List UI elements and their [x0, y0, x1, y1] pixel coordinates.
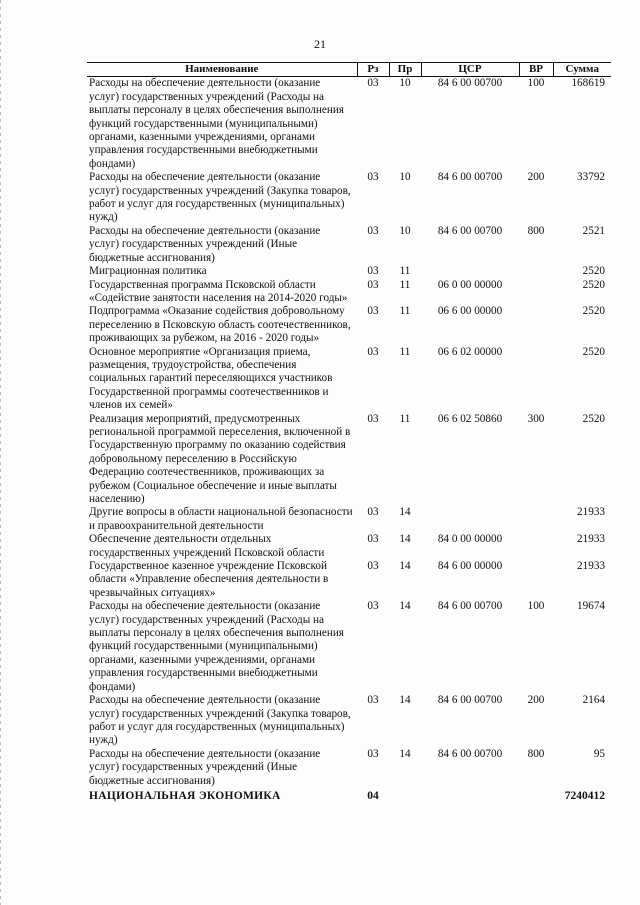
table-row [87, 346, 611, 413]
cell-name: Расходы на обеспечение деятельности (оказание услуг) государственных учреждений (Закупка товаров, работ и услуг для государственных (муниципальных) нужд) [89, 694, 351, 747]
cell-sum: 95 [593, 747, 605, 760]
cell-name: Расходы на обеспечение деятельности (оказание услуг) государственных учреждений (Расходы на выплаты персоналу в целях обеспечения выполнения функций государственными (муниципальными) органами, казенными учреждениями, органами управления государственными внебюджетными фондами) [89, 77, 344, 170]
header-pr: Пр [389, 63, 421, 77]
cell-sum: 7240412 [564, 789, 605, 802]
cell-vr: 100 [527, 600, 545, 613]
cell-rz: 03 [367, 305, 379, 318]
cell-csr: 84 6 00 00700 [437, 747, 503, 760]
cell-rz: 03 [367, 560, 379, 573]
cell-vr [519, 788, 553, 803]
cell-pr [389, 788, 421, 803]
cell-name: Обеспечение деятельности отдельных государственных учреждений Псковской области [89, 533, 325, 559]
cell-name: Расходы на обеспечение деятельности (оказание услуг) государственных учреждений (Иные бюджетные ассигнования) [89, 747, 321, 787]
cell-sum: 21933 [577, 533, 605, 546]
table-total-row [87, 788, 611, 803]
cell-vr: 200 [527, 694, 545, 707]
table-row [87, 171, 611, 225]
header-name: Наименование [87, 63, 357, 77]
cell-vr: 300 [527, 412, 545, 425]
cell-sum: 2520 [582, 278, 605, 291]
cell-rz: 03 [367, 278, 379, 291]
cell-name: Подпрограмма «Оказание содействия добровольному переселению в Псковскую область соотечественников, проживающих за рубежом, на 2016 - 2020 годы» [89, 305, 351, 345]
table-row [87, 533, 611, 560]
cell-vr [519, 506, 553, 533]
table-row [87, 413, 611, 507]
cell-sum: 2520 [582, 265, 605, 278]
cell-pr: 14 [399, 694, 411, 707]
header-rz: Рз [357, 63, 389, 77]
table-row [87, 279, 611, 306]
cell-pr: 14 [399, 506, 411, 519]
table-row [87, 225, 611, 265]
cell-rz: 04 [367, 789, 379, 802]
cell-sum: 19674 [577, 600, 605, 613]
table-header-row [87, 63, 611, 77]
cell-pr: 10 [399, 77, 411, 90]
cell-csr: 84 6 00 00700 [437, 600, 503, 613]
cell-sum: 21933 [577, 506, 605, 519]
budget-table [87, 62, 611, 803]
cell-name: Государственное казенное учреждение Псковской области «Управление обеспечения деятельности в чрезвычайных ситуациях» [89, 560, 329, 599]
cell-rz: 03 [367, 533, 379, 546]
cell-vr: 800 [527, 224, 545, 237]
cell-sum: 33792 [577, 171, 605, 184]
cell-rz: 03 [367, 77, 379, 90]
cell-name: НАЦИОНАЛЬНАЯ ЭКОНОМИКА [89, 789, 281, 802]
table-body [87, 77, 611, 788]
cell-name: Расходы на обеспечение деятельности (оказание услуг) государственных учреждений (Закупка товаров, работ и услуг для государственных (муниципальных) нужд) [89, 171, 351, 224]
cell-csr: 06 6 02 50860 [437, 412, 503, 425]
cell-vr [519, 533, 553, 560]
cell-name: Государственная программа Псковской области «Содействие занятости населения на 2014-2020 годы» [89, 278, 348, 304]
cell-vr: 100 [527, 77, 545, 90]
cell-name: Расходы на обеспечение деятельности (оказание услуг) государственных учреждений (Расходы на выплаты персоналу в целях обеспечения выполнения функций государственными (муниципальными) органами, казенными учреждениями, органами управления государственными внебюджетными фондами) [89, 600, 344, 693]
cell-rz: 03 [367, 747, 379, 760]
header-csr: ЦСР [421, 63, 519, 77]
cell-name: Расходы на обеспечение деятельности (оказание услуг) государственных учреждений (Иные бюджетные ассигнования) [89, 224, 321, 264]
cell-rz: 03 [367, 694, 379, 707]
cell-vr [519, 279, 553, 306]
cell-csr: 84 6 00 00700 [437, 171, 503, 184]
scan-edge-mark [0, 0, 1, 905]
cell-vr [519, 346, 553, 413]
cell-pr: 11 [399, 278, 411, 291]
cell-name: Миграционная политика [89, 265, 207, 278]
cell-rz: 03 [367, 171, 379, 184]
cell-csr: 06 6 00 00000 [437, 305, 503, 318]
cell-rz: 03 [367, 345, 379, 358]
cell-pr: 11 [399, 305, 411, 318]
cell-sum: 2520 [582, 345, 605, 358]
cell-rz: 03 [367, 506, 379, 519]
cell-rz: 03 [367, 224, 379, 237]
cell-pr: 14 [399, 747, 411, 760]
cell-pr: 10 [399, 224, 411, 237]
cell-name: Основное мероприятие «Организация приема, размещения, трудоустройства, обеспечения социальных гарантий переселяющихся участников Государственной программы соотечественников и членов их семей» [89, 345, 333, 412]
cell-pr: 14 [399, 533, 411, 546]
cell-csr: 84 6 00 00700 [437, 224, 503, 237]
cell-rz: 03 [367, 600, 379, 613]
table-row [87, 77, 611, 171]
cell-sum: 2521 [582, 224, 605, 237]
cell-sum: 2164 [582, 694, 605, 707]
table-row [87, 305, 611, 345]
cell-csr: 06 6 02 00000 [437, 345, 503, 358]
cell-sum: 2520 [582, 305, 605, 318]
cell-csr: 84 6 00 00000 [437, 560, 503, 573]
header-vr: ВР [519, 63, 553, 77]
cell-rz: 03 [367, 265, 379, 278]
cell-vr [519, 305, 553, 345]
cell-csr: 06 0 00 00000 [437, 278, 503, 291]
cell-csr [421, 788, 519, 803]
cell-vr [519, 265, 553, 278]
cell-pr: 11 [399, 412, 411, 425]
cell-sum: 2520 [582, 412, 605, 425]
cell-sum: 168619 [571, 77, 605, 90]
table-row [87, 506, 611, 533]
cell-csr [421, 265, 519, 278]
cell-csr: 84 0 00 00000 [437, 533, 503, 546]
cell-csr: 84 6 00 00700 [437, 694, 503, 707]
cell-name: Другие вопросы в области национальной безопасности и правоохранительной деятельности [89, 506, 353, 532]
cell-vr: 800 [527, 747, 545, 760]
cell-csr [421, 506, 519, 533]
page-number: 21 [314, 37, 326, 51]
cell-sum: 21933 [577, 560, 605, 573]
cell-csr: 84 6 00 00700 [437, 77, 503, 90]
cell-vr [519, 560, 553, 600]
table-row [87, 600, 611, 694]
cell-pr: 10 [399, 171, 411, 184]
table-row [87, 694, 611, 748]
cell-pr: 11 [399, 345, 411, 358]
cell-pr: 11 [399, 265, 411, 278]
cell-pr: 14 [399, 560, 411, 573]
cell-pr: 14 [399, 600, 411, 613]
table-row [87, 265, 611, 278]
cell-name: Реализация мероприятий, предусмотренных региональной программой переселения, включенной в Государственную программу по оказанию содействия добровольному переселению в Российскую Федерацию соотечественников, проживающих за рубежом (Социальное обеспечение и иные выплаты населению) [89, 412, 351, 505]
table-row [87, 748, 611, 788]
cell-rz: 03 [367, 412, 379, 425]
header-sum: Сумма [553, 63, 611, 77]
table-row [87, 560, 611, 600]
cell-vr: 200 [527, 171, 545, 184]
